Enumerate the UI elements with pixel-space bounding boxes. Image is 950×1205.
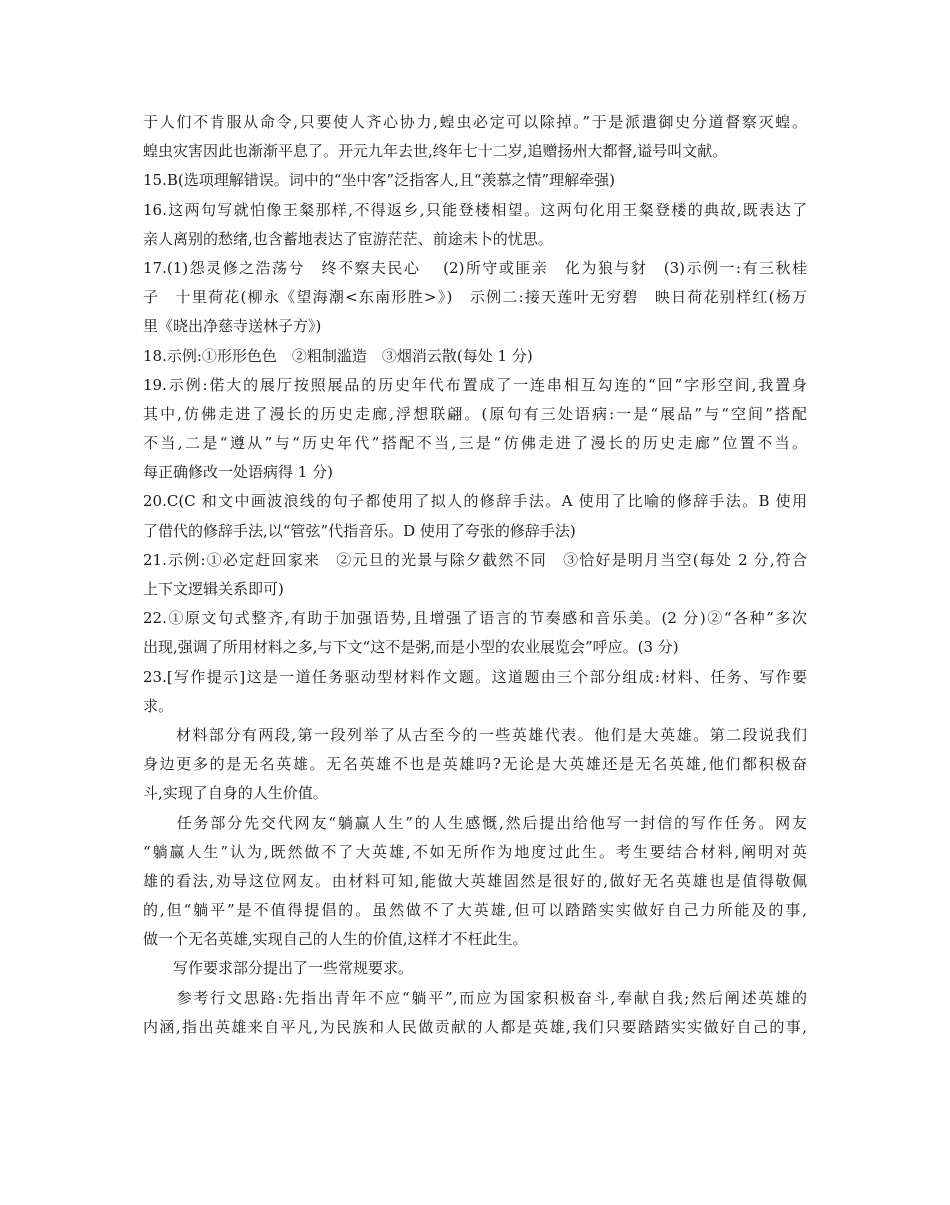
text-line: 子 十里荷花(柳永《望海潮<东南形胜>》) 示例二:接天莲叶无穷碧 映日荷花别样红(杨万 — [143, 288, 807, 307]
text-line: 17.(1)怨灵修之浩荡兮 终不察夫民心 (2)所守或匪亲 化为狼与豺 (3)示例一:有三秋桂 — [143, 258, 807, 277]
text-line: 于人们不肯服从命令,只要使人齐心协力,蝗虫必定可以除掉。”于是派遣御史分道督察灭蝗。 — [143, 113, 807, 131]
document-page — [143, 108, 807, 1042]
text-line: 了借代的修辞手法,以“管弦”代指音乐。D 使用了夸张的修辞手法) — [143, 521, 576, 540]
text-line: 参考行文思路:先指出青年不应“躺平”,而应为国家积极奋斗,奉献自我;然后阐述英雄的 — [143, 988, 807, 1007]
text-line: 20.C(C 和文中画波浪线的句子都使用了拟人的修辞手法。A 使用了比喻的修辞手法。B 使用 — [143, 492, 807, 511]
text-line: 身边更多的是无名英雄。无名英雄不也是英雄吗?无论是大英雄还是无名英雄,他们都积极奋 — [143, 755, 807, 774]
text-line: 任务部分先交代网友“躺赢人生”的人生感慨,然后提出给他写一封信的写作任务。网友 — [143, 813, 807, 832]
text-line: 16.这两句写就怕像王粲那样,不得返乡,只能登楼相望。这两句化用王粲登楼的典故,既表达了 — [143, 200, 807, 219]
text-line: 里《晓出净慈寺送林子方》) — [143, 317, 322, 336]
text-line: 出现,强调了所用材料之多,与下文“这不是粥,而是小型的农业展览会”呼应。(3 分) — [143, 638, 679, 657]
text-line: “躺赢人生”认为,既然做不了大英雄,不如无所作为地度过此生。考生要结合材料,阐明对英 — [143, 842, 807, 861]
text-line: 做一个无名英雄,实现自己的人生的价值,这样才不枉此生。 — [143, 930, 528, 949]
text-line: 的,但“躺平”是不值得提倡的。虽然做不了大英雄,但可以踏踏实实做好自己力所能及的事, — [143, 901, 807, 920]
text-line: 雄的看法,劝导这位网友。由材料可知,能做大英雄固然是很好的,做好无名英雄也是值得敬佩 — [143, 871, 807, 890]
text-line: 蝗虫灾害因此也渐渐平息了。开元九年去世,终年七十二岁,追赠扬州大都督,谥号叫文献。 — [143, 142, 728, 161]
text-line: 写作要求部分提出了一些常规要求。 — [143, 959, 414, 978]
text-line: 不当,二是“遵从”与“历史年代”搭配不当,三是“仿佛走进了漫长的历史走廊”位置不当。 — [143, 434, 807, 453]
text-line: 15.B(选项理解错误。词中的“坐中客”泛指客人,且“羡慕之情”理解牵强) — [143, 171, 616, 190]
text-line: 斗,实现了自身的人生价值。 — [143, 784, 328, 803]
text-line: 23.[写作提示]这是一道任务驱动型材料作文题。这道题由三个部分组成:材料、任务、写作要 — [143, 667, 807, 686]
text-line: 18.示例:①形形色色 ②粗制滥造 ③烟消云散(每处 1 分) — [143, 346, 533, 365]
text-line: 材料部分有两段,第一段列举了从古至今的一些英雄代表。他们是大英雄。第二段说我们 — [143, 725, 807, 744]
text-line: 22.①原文句式整齐,有助于加强语势,且增强了语言的节奏感和音乐美。(2 分)②“各种”多次 — [143, 609, 807, 628]
text-line: 求。 — [143, 696, 174, 715]
text-line: 21.示例:①必定赶回家来 ②元旦的光景与除夕截然不同 ③恰好是明月当空(每处 2 分,符合 — [143, 550, 807, 569]
text-line: 每正确修改一处语病得 1 分) — [143, 463, 333, 482]
text-line: 其中,仿佛走进了漫长的历史走廊,浮想联翩。(原句有三处语病:一是“展品”与“空间”搭配 — [143, 404, 807, 423]
text-line: 19.示例:偌大的展厅按照展品的历史年代布置成了一连串相互勾连的“回”字形空间,我置身 — [143, 375, 807, 394]
text-line: 内涵,指出英雄来自平凡,为民族和人民做贡献的人都是英雄,我们只要踏踏实实做好自己的事, — [143, 1017, 807, 1036]
text-line: 亲人离别的愁绪,也含蓄地表达了宦游茫茫、前途未卜的忧思。 — [143, 229, 553, 248]
text-line: 上下文逻辑关系即可) — [143, 580, 284, 598]
